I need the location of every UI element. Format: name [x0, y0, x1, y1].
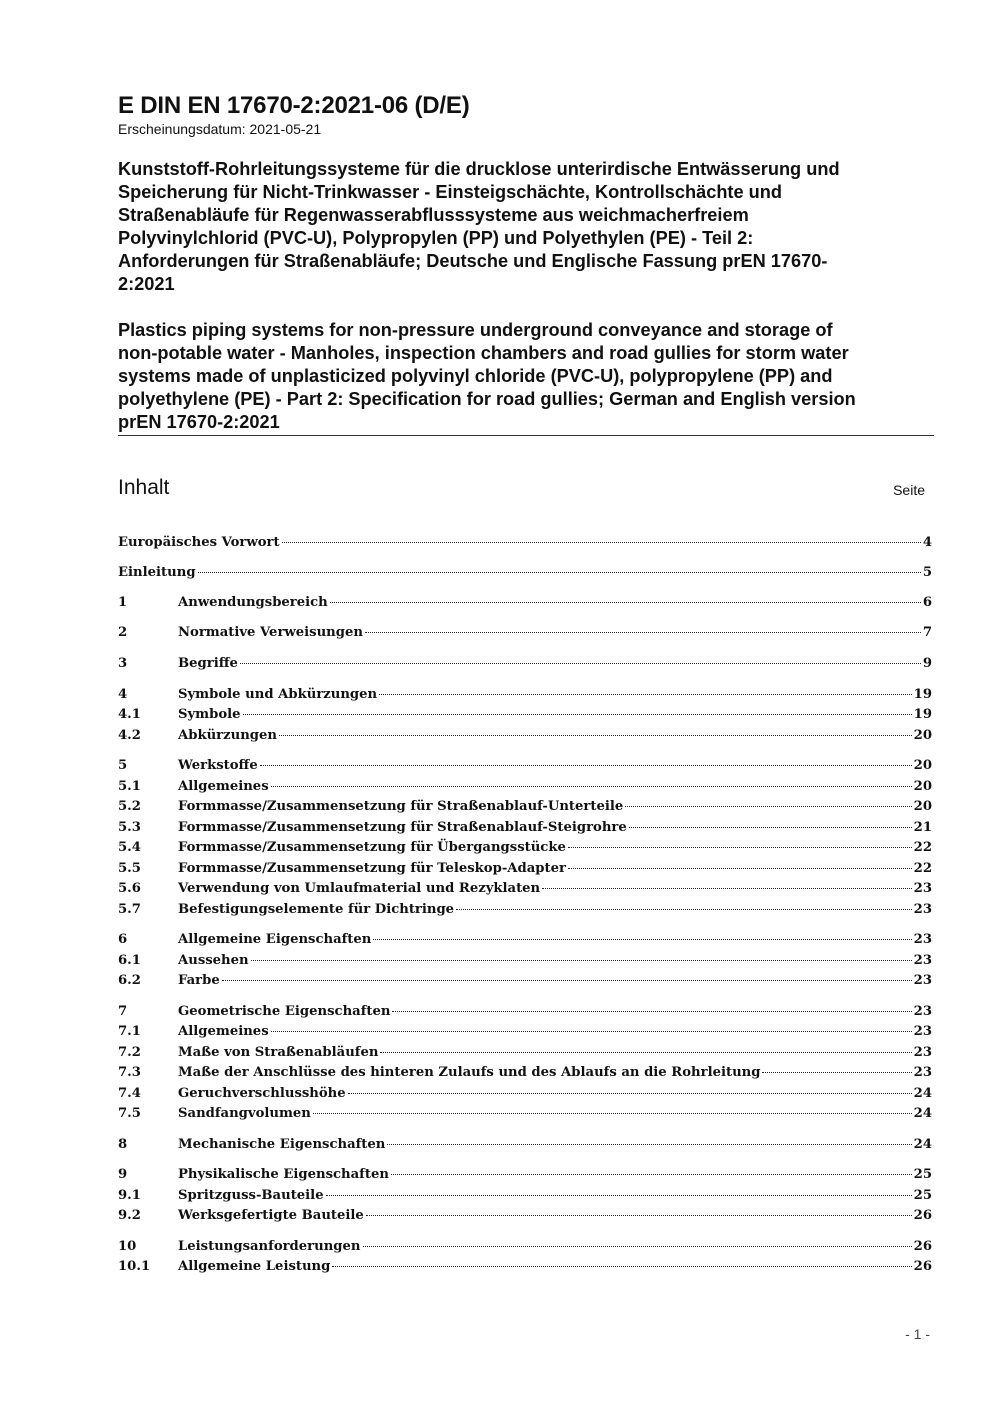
toc-entry-title: Allgemeine Eigenschaften: [178, 932, 372, 947]
toc-dot-leader: [373, 939, 911, 940]
toc-entry-page: 20: [913, 799, 932, 814]
toc-entry-title: Physikalische Eigenschaften: [178, 1167, 389, 1182]
toc-entry-number: 5.5: [118, 861, 141, 876]
toc-entry-page: 19: [913, 687, 932, 702]
toc-entry-page: 9: [922, 656, 932, 671]
toc-entry[interactable]: [118, 881, 932, 901]
toc-entry-title: Farbe: [178, 973, 220, 988]
toc-entry-number: 5: [118, 758, 128, 773]
page-number: - 1 -: [905, 1326, 930, 1342]
toc-entry[interactable]: [118, 1259, 932, 1279]
toc-dot-leader: [282, 542, 921, 543]
toc-dot-leader: [625, 806, 911, 807]
toc-entry[interactable]: [118, 728, 932, 748]
toc-entry-title: Allgemeine Leistung: [178, 1259, 331, 1274]
toc-dot-leader: [365, 632, 921, 633]
toc-page-column-label: Seite: [893, 482, 925, 498]
toc-entry-page: 23: [913, 932, 932, 947]
toc-entry-page: 24: [913, 1086, 932, 1101]
toc-entry-page: 23: [913, 902, 932, 917]
toc-entry-number: 5.1: [118, 779, 141, 794]
toc-entry[interactable]: [118, 1045, 932, 1065]
title-divider: [118, 435, 934, 436]
toc-entry-page: 20: [913, 779, 932, 794]
toc-entry-title: Symbole: [178, 707, 241, 722]
toc-entry-number: 7.5: [118, 1106, 141, 1121]
toc-entry[interactable]: [118, 1208, 932, 1228]
toc-dot-leader: [391, 1174, 912, 1175]
toc-dot-leader: [271, 786, 912, 787]
toc-entry-title: Aussehen: [178, 953, 249, 968]
title-german: [118, 158, 938, 296]
toc-dot-leader: [762, 1072, 911, 1073]
toc-entry[interactable]: [118, 1137, 932, 1157]
toc-entry-title: Maße der Anschlüsse des hinteren Zulaufs und des Ablaufs an die Rohrleitung: [178, 1065, 761, 1080]
toc-entry-page: 23: [913, 1004, 932, 1019]
toc-entry[interactable]: [118, 820, 932, 840]
toc-entry-page: 24: [913, 1137, 932, 1152]
toc-entry-title: Allgemeines: [178, 779, 269, 794]
toc-entry-title: Geometrische Eigenschaften: [178, 1004, 391, 1019]
toc-dot-leader: [348, 1093, 912, 1094]
toc-entry[interactable]: [118, 625, 932, 645]
title-english-line: systems made of unplasticized polyvinyl chloride (PVC-U), polypropylene (PP) and: [118, 366, 833, 386]
toc-entry-title: Abkürzungen: [178, 728, 277, 743]
toc-entry-page: 4: [922, 535, 932, 550]
toc-dot-leader: [366, 1215, 912, 1216]
toc-entry-number: 10: [118, 1239, 137, 1254]
toc-entry-number: 7.1: [118, 1024, 141, 1039]
toc-entry-title: Allgemeines: [178, 1024, 269, 1039]
toc-entry-title: Werksgefertigte Bauteile: [178, 1208, 364, 1223]
toc-entry-number: 1: [118, 595, 128, 610]
toc-entry[interactable]: [118, 595, 932, 615]
toc-entry-page: 20: [913, 728, 932, 743]
toc-entry-page: 22: [913, 840, 932, 855]
toc-entry[interactable]: [118, 1086, 932, 1106]
toc-entry-title: Spritzguss-Bauteile: [178, 1188, 324, 1203]
toc-entry-page: 23: [913, 1024, 932, 1039]
toc-entry[interactable]: [118, 1239, 932, 1259]
toc-entry[interactable]: [118, 779, 932, 799]
toc-entry-page: 21: [913, 820, 932, 835]
toc-entry-page: 19: [913, 707, 932, 722]
toc-entry[interactable]: [118, 565, 932, 585]
toc-entry-number: 6.2: [118, 973, 141, 988]
toc-entry-title: Leistungsanforderungen: [178, 1239, 361, 1254]
toc-dot-leader: [380, 1052, 911, 1053]
toc-dot-leader: [251, 960, 912, 961]
toc-entry-page: 23: [913, 1045, 932, 1060]
toc-entry-number: 5.4: [118, 840, 141, 855]
toc-entry-page: 20: [913, 758, 932, 773]
toc-dot-leader: [271, 1031, 912, 1032]
toc-entry-title: Verwendung von Umlaufmaterial und Rezyklaten: [178, 881, 541, 896]
toc-dot-leader: [456, 909, 912, 910]
toc-entry-title: Mechanische Eigenschaften: [178, 1137, 386, 1152]
toc-entry-page: 22: [913, 861, 932, 876]
toc-entry[interactable]: [118, 758, 932, 778]
toc-entry-title: Normative Verweisungen: [178, 625, 363, 640]
toc-entry[interactable]: [118, 861, 932, 881]
toc-entry[interactable]: [118, 1065, 932, 1085]
toc-entry-page: 23: [913, 881, 932, 896]
toc-entry-title: Anwendungsbereich: [178, 595, 328, 610]
toc-entry-page: 23: [913, 1065, 932, 1080]
document-id: E DIN EN 17670-2:2021-06 (D/E): [118, 92, 470, 119]
toc-dot-leader: [363, 1246, 912, 1247]
toc-entry-number: 9.1: [118, 1188, 141, 1203]
title-german-line: Polyvinylchlorid (PVC-U), Polypropylen (PP) und Polyethylen (PE) - Teil 2:: [118, 228, 754, 248]
toc-entry-number: 7.4: [118, 1086, 141, 1101]
toc-entry-title: Werkstoffe: [178, 758, 258, 773]
title-english-line: prEN 17670-2:2021: [118, 412, 280, 432]
toc-dot-leader: [542, 888, 912, 889]
toc-dot-leader: [387, 1144, 911, 1145]
toc-entry-page: 26: [913, 1259, 932, 1274]
toc-entry[interactable]: [118, 707, 932, 727]
toc-entry[interactable]: [118, 840, 932, 860]
toc-dot-leader: [279, 735, 912, 736]
toc-dot-leader: [198, 572, 921, 573]
toc-dot-leader: [392, 1011, 911, 1012]
toc-entry-page: 24: [913, 1106, 932, 1121]
toc-dot-leader: [326, 1195, 912, 1196]
toc-dot-leader: [243, 714, 912, 715]
title-german-line: Speicherung für Nicht-Trinkwasser - Einsteigschächte, Kontrollschächte und: [118, 182, 782, 202]
toc-dot-leader: [332, 1266, 911, 1267]
toc-entry-title: Formmasse/Zusammensetzung für Straßenablauf-Steigrohre: [178, 820, 627, 835]
toc-entry-title: Formmasse/Zusammensetzung für Teleskop-Adapter: [178, 861, 566, 876]
toc-entry[interactable]: [118, 799, 932, 819]
toc-entry[interactable]: [118, 953, 932, 973]
toc-entry-title: Europäisches Vorwort: [118, 535, 280, 550]
toc-entry-page: 26: [913, 1239, 932, 1254]
toc-dot-leader: [379, 694, 912, 695]
title-german-line: Anforderungen für Straßenabläufe; Deutsche und Englische Fassung prEN 17670-: [118, 251, 828, 271]
toc-entry-number: 8: [118, 1137, 128, 1152]
toc-entry-title: Begriffe: [178, 656, 238, 671]
toc-entry[interactable]: [118, 1004, 932, 1024]
toc-entry-number: 2: [118, 625, 128, 640]
toc-dot-leader: [568, 868, 912, 869]
toc-entry-page: 23: [913, 973, 932, 988]
toc-entry-number: 4.1: [118, 707, 141, 722]
toc-entry[interactable]: [118, 1024, 932, 1044]
toc-entry-number: 4.2: [118, 728, 141, 743]
toc-entry-title: Formmasse/Zusammensetzung für Übergangsstücke: [178, 840, 566, 855]
title-english: [118, 319, 938, 434]
toc-entry-title: Symbole und Abkürzungen: [178, 687, 378, 702]
toc-entry[interactable]: [118, 1188, 932, 1208]
toc-entry[interactable]: [118, 1106, 932, 1126]
toc-entry-number: 7.3: [118, 1065, 141, 1080]
toc-heading: Inhalt: [118, 476, 170, 499]
toc-entry[interactable]: [118, 902, 932, 922]
toc-entry[interactable]: [118, 656, 932, 676]
toc-entry-number: 5.6: [118, 881, 141, 896]
toc-entry-number: 4: [118, 687, 128, 702]
toc-entry-page: 25: [913, 1188, 932, 1203]
toc-dot-leader: [240, 663, 921, 664]
toc-entry-title: Sandfangvolumen: [178, 1106, 311, 1121]
toc-entry-number: 7.2: [118, 1045, 141, 1060]
title-german-line: Straßenabläufe für Regenwasserabflusssysteme aus weichmacherfreiem: [118, 205, 749, 225]
toc-entry[interactable]: [118, 535, 932, 555]
toc-entry[interactable]: [118, 687, 932, 707]
toc-entry-number: 10.1: [118, 1259, 151, 1274]
toc-entry-number: 3: [118, 656, 128, 671]
toc-entry-page: 6: [922, 595, 932, 610]
toc-dot-leader: [330, 602, 921, 603]
toc-entry-page: 25: [913, 1167, 932, 1182]
toc-entry[interactable]: [118, 1167, 932, 1187]
toc-entry-title: Formmasse/Zusammensetzung für Straßenablauf-Unterteile: [178, 799, 624, 814]
publication-date: Erscheinungsdatum: 2021-05-21: [118, 121, 322, 137]
toc-entry-page: 5: [922, 565, 932, 580]
toc-dot-leader: [260, 765, 912, 766]
toc-entry-number: 7: [118, 1004, 128, 1019]
toc-entry-title: Geruchverschlusshöhe: [178, 1086, 346, 1101]
toc-dot-leader: [313, 1113, 912, 1114]
toc-dot-leader: [568, 847, 912, 848]
toc-entry-number: 6.1: [118, 953, 141, 968]
title-german-line: 2:2021: [118, 274, 175, 294]
title-english-line: polyethylene (PE) - Part 2: Specification for road gullies; German and English version: [118, 389, 856, 409]
toc-entry-page: 23: [913, 953, 932, 968]
toc-entry-number: 9: [118, 1167, 128, 1182]
toc-entry-number: 6: [118, 932, 128, 947]
toc-dot-leader: [222, 980, 912, 981]
title-english-line: Plastics piping systems for non-pressure underground conveyance and storage of: [118, 320, 833, 340]
toc-entry-page: 7: [922, 625, 932, 640]
toc-entry-title: Maße von Straßenabläufen: [178, 1045, 379, 1060]
title-german-line: Kunststoff-Rohrleitungssysteme für die drucklose unterirdische Entwässerung und: [118, 159, 840, 179]
toc-entry-title: Befestigungselemente für Dichtringe: [178, 902, 455, 917]
toc-dot-leader: [629, 827, 912, 828]
title-english-line: non-potable water - Manholes, inspection chambers and road gullies for storm water: [118, 343, 849, 363]
toc-entry-number: 5.7: [118, 902, 141, 917]
toc-entry[interactable]: [118, 932, 932, 952]
toc-entry-number: 5.3: [118, 820, 141, 835]
toc-entry-page: 26: [913, 1208, 932, 1223]
toc-entry[interactable]: [118, 973, 932, 993]
toc-entry-number: 5.2: [118, 799, 141, 814]
toc-entry-number: 9.2: [118, 1208, 141, 1223]
toc-entry-title: Einleitung: [118, 565, 196, 580]
